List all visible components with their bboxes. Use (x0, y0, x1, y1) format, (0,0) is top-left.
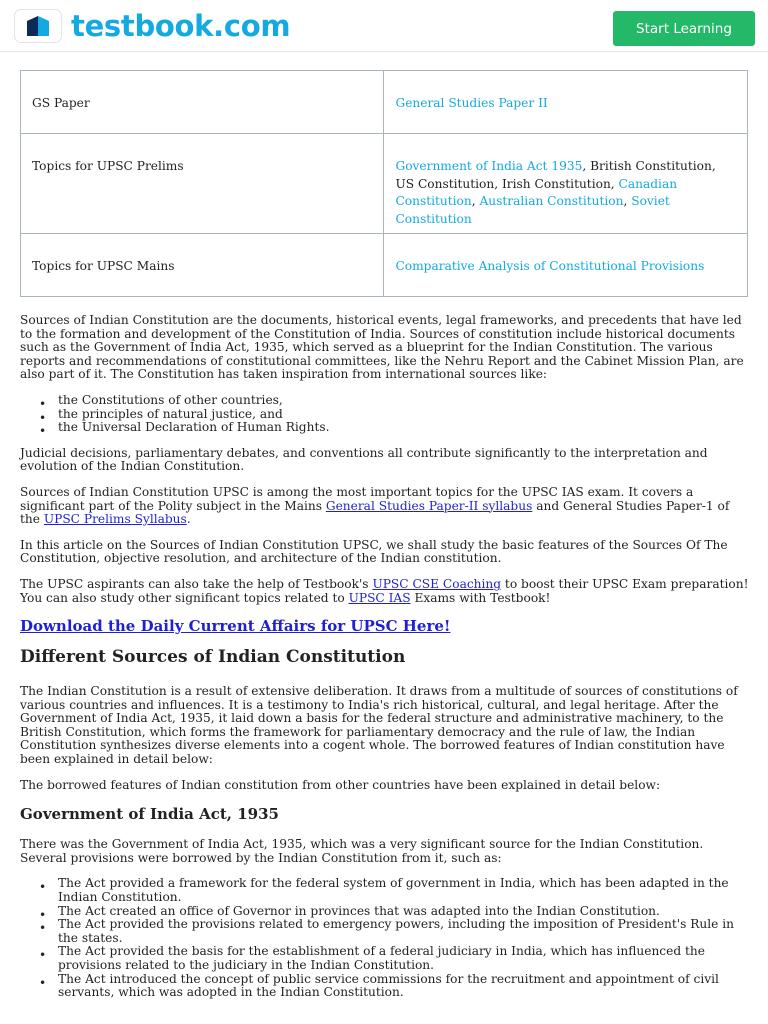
table-cell-label: GS Paper (21, 71, 384, 134)
list-item: • The Act provided a framework for the federal system of government in India, which has been adapted in the Indian Constitution. (58, 877, 750, 904)
soviet-constitution-link[interactable]: Soviet Constitution (395, 194, 670, 226)
intro-paragraph: Sources of Indian Constitution are the documents, historical events, legal frameworks, and precedents that have led to the formation and development of the Constitution of India. Sources of constitution include historical documents such as the Government of India Act, 1935, which served as a blueprint for the Indian Constitution. The various reports and recommendations of constitutional committees, like the Nehru Report and the Cabinet Mission Plan, are also part of it. The Constitution has taken inspiration from international sources like: (20, 313, 744, 382)
table-text: , British Constitution, US Constitution, Irish Constitution, (395, 159, 716, 191)
article-body (20, 314, 750, 1012)
site-header (0, 0, 768, 52)
paragraph-text: and General Studies Paper-1 of the (20, 498, 730, 527)
australian-constitution-link[interactable]: Australian Constitution (479, 194, 624, 208)
upsc-ias-link[interactable]: UPSC IAS (348, 590, 411, 605)
table-row (21, 71, 748, 134)
goi-act-provisions-list (58, 877, 750, 999)
sources-paragraph: The Indian Constitution is a result of extensive deliberation. It draws from a multitude of sources of constitutions of various countries and influences. It is a testimony to India's rich historical, cultural, and legal heritage. After the Government of India Act, 1935, it laid down a basis for the federal structure and administrative machinery, to the British Constitution, which forms the framework for parliamentary democracy and the rule of law, the Indian Constitution synthesizes diverse elements into a cogent whole. The borrowed features of Indian constitution have been explained in detail below: (20, 684, 738, 767)
section-heading-goi-act: Government of India Act, 1935 (20, 805, 279, 824)
table-cell-label: Topics for UPSC Prelims (21, 134, 384, 234)
section-heading-sources: Different Sources of Indian Constitution (20, 647, 406, 668)
upsc-cse-coaching-link[interactable]: UPSC CSE Coaching (372, 576, 502, 591)
comparative-analysis-link[interactable]: Comparative Analysis of Constitutional Provisions (395, 259, 705, 273)
sources-list (58, 394, 750, 435)
table-text: , (623, 194, 632, 208)
goi-act-1935-link[interactable]: Government of India Act 1935 (395, 159, 583, 173)
judicial-paragraph: Judicial decisions, parliamentary debates, and conventions all contribute significantly to the interpretation and evolution of the Indian Constitution. (20, 445, 708, 474)
table-cell-value (384, 71, 748, 134)
download-current-affairs-link[interactable]: Download the Daily Current Affairs for UPSC Here! (20, 617, 451, 636)
paragraph-text: . (186, 512, 191, 527)
article-scope-paragraph: In this article on the Sources of Indian Constitution UPSC, we shall study the basic features of the Sources Of The Constitution, objective resolution, and architecture of the Indian constitution. (20, 537, 728, 566)
table-cell-value (384, 134, 748, 234)
list-item: • The Act provided the basis for the establishment of a federal judiciary in India, which has influenced the provisions related to the judiciary in the Indian Constitution. (58, 945, 750, 972)
list-item: • The Act created an office of Governor in provinces that was adapted into the Indian Constitution. (58, 905, 750, 919)
site-logo[interactable] (14, 9, 290, 43)
general-studies-paper-ii-link[interactable]: General Studies Paper II (395, 96, 548, 110)
importance-paragraph (20, 486, 750, 527)
list-item: • The Act provided the provisions related to emergency powers, including the imposition of President's Rule in the states. (58, 918, 750, 945)
table-row (21, 134, 748, 234)
canadian-constitution-link[interactable]: Canadian Constitution (395, 176, 678, 208)
start-learning-button[interactable]: Start Learning (613, 11, 755, 46)
upsc-prelims-syllabus-link[interactable]: UPSC Prelims Syllabus (43, 512, 187, 527)
topics-table (20, 70, 748, 297)
table-text: , (471, 194, 480, 208)
paragraph-text: to boost their UPSC Exam preparation! You can also study other significant topics related to (20, 576, 749, 605)
goi-act-paragraph: There was the Government of India Act, 1935, which was a very significant source for the Indian Constitution. Several provisions were borrowed by the Indian Constitution from it, such as: (20, 837, 704, 865)
borrowed-features-paragraph: The borrowed features of Indian constitution from other countries have been explained in detail below: (20, 777, 661, 792)
table-cell-label: Topics for UPSC Mains (21, 234, 384, 297)
table-row (21, 234, 748, 297)
logo-mark-icon (14, 9, 62, 43)
paragraph-text: The UPSC aspirants can also take the help of Testbook's (20, 576, 373, 591)
paragraph-text: Sources of Indian Constitution UPSC is among the most important topics for the UPSC IAS exam. It covers a significant part of the Polity subject in the Mains (20, 484, 694, 513)
list-item: • the principles of natural justice, and (58, 408, 750, 422)
paragraph-text: Exams with Testbook! (410, 590, 551, 605)
table-cell-value (384, 234, 748, 297)
list-item: • The Act introduced the concept of public service commissions for the recruitment and appointment of civil servants, which was adopted in the Indian Constitution. (58, 973, 750, 1000)
list-item: • the Universal Declaration of Human Rights. (58, 421, 750, 435)
list-item: • the Constitutions of other countries, (58, 394, 750, 408)
gs-paper-ii-syllabus-link[interactable]: General Studies Paper-II syllabus (325, 498, 533, 513)
coaching-paragraph (20, 578, 750, 605)
logo-text: testbook.com (71, 9, 291, 43)
